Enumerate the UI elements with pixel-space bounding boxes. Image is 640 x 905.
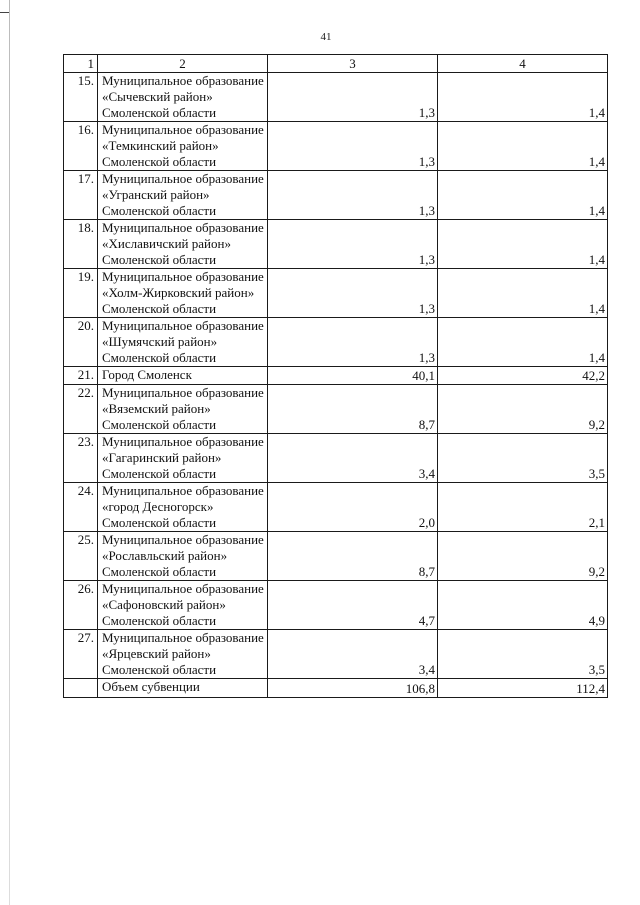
row-name: Муниципальное образование «Угранский район» Смоленской области — [98, 171, 268, 220]
row-name: Муниципальное образование «Ярцевский район» Смоленской области — [98, 630, 268, 679]
table-row — [64, 630, 608, 679]
table-body — [64, 73, 608, 698]
row-value-col3: 1,3 — [268, 318, 438, 367]
table-row — [64, 73, 608, 122]
row-value-col3: 1,3 — [268, 73, 438, 122]
row-value-col4: 3,5 — [438, 434, 608, 483]
row-value-col4: 9,2 — [438, 532, 608, 581]
row-value-col4: 1,4 — [438, 122, 608, 171]
row-number: 23. — [64, 434, 98, 483]
row-value-col4: 3,5 — [438, 630, 608, 679]
table-row — [64, 122, 608, 171]
row-number: 18. — [64, 220, 98, 269]
row-value-col4: 1,4 — [438, 318, 608, 367]
row-value-col4: 2,1 — [438, 483, 608, 532]
row-value-col3: 8,7 — [268, 385, 438, 434]
row-name: Муниципальное образование «Сафоновский район» Смоленской области — [98, 581, 268, 630]
total-empty-cell — [64, 679, 98, 698]
table-row — [64, 171, 608, 220]
row-number: 22. — [64, 385, 98, 434]
row-value-col4: 1,4 — [438, 220, 608, 269]
row-name: Муниципальное образование «Хиславичский район» Смоленской области — [98, 220, 268, 269]
table-row — [64, 385, 608, 434]
row-value-col4: 1,4 — [438, 73, 608, 122]
table-row — [64, 220, 608, 269]
row-name: Муниципальное образование «Вяземский район» Смоленской области — [98, 385, 268, 434]
row-number: 27. — [64, 630, 98, 679]
row-value-col3: 4,7 — [268, 581, 438, 630]
table-row — [64, 318, 608, 367]
table-row — [64, 434, 608, 483]
row-name: Муниципальное образование «Рославльский район» Смоленской области — [98, 532, 268, 581]
row-value-col3: 1,3 — [268, 269, 438, 318]
row-value-col3: 40,1 — [268, 367, 438, 385]
page-number: 41 — [320, 31, 332, 43]
row-value-col3: 1,3 — [268, 220, 438, 269]
total-value-col4: 112,4 — [438, 679, 608, 698]
header-col-1: 1 — [64, 55, 98, 73]
row-name: Муниципальное образование «Шумячский район» Смоленской области — [98, 318, 268, 367]
row-name: Муниципальное образование «город Десногорск» Смоленской области — [98, 483, 268, 532]
total-label: Объем субвенции — [98, 679, 268, 698]
row-number: 17. — [64, 171, 98, 220]
row-number: 19. — [64, 269, 98, 318]
row-name: Муниципальное образование «Сычевский район» Смоленской области — [98, 73, 268, 122]
row-number: 24. — [64, 483, 98, 532]
subvention-table — [63, 54, 608, 698]
row-number: 25. — [64, 532, 98, 581]
row-name: Муниципальное образование «Холм-Жирковский район» Смоленской области — [98, 269, 268, 318]
row-value-col3: 1,3 — [268, 122, 438, 171]
header-col-2: 2 — [98, 55, 268, 73]
margin-line — [9, 0, 10, 905]
row-number: 26. — [64, 581, 98, 630]
row-name: Город Смоленск — [98, 367, 268, 385]
table-row — [64, 367, 608, 385]
row-number: 16. — [64, 122, 98, 171]
row-value-col3: 8,7 — [268, 532, 438, 581]
row-number: 15. — [64, 73, 98, 122]
row-value-col4: 42,2 — [438, 367, 608, 385]
header-col-3: 3 — [268, 55, 438, 73]
table-row — [64, 483, 608, 532]
table-row — [64, 532, 608, 581]
table-header-row — [64, 55, 608, 73]
row-value-col3: 1,3 — [268, 171, 438, 220]
row-value-col3: 3,4 — [268, 434, 438, 483]
table-row — [64, 581, 608, 630]
row-value-col3: 3,4 — [268, 630, 438, 679]
total-value-col3: 106,8 — [268, 679, 438, 698]
table-row — [64, 269, 608, 318]
total-row — [64, 679, 608, 698]
row-value-col4: 9,2 — [438, 385, 608, 434]
header-col-4: 4 — [438, 55, 608, 73]
row-name: Муниципальное образование «Темкинский район» Смоленской области — [98, 122, 268, 171]
row-number: 21. — [64, 367, 98, 385]
row-value-col4: 4,9 — [438, 581, 608, 630]
row-value-col3: 2,0 — [268, 483, 438, 532]
row-name: Муниципальное образование «Гагаринский район» Смоленской области — [98, 434, 268, 483]
row-value-col4: 1,4 — [438, 171, 608, 220]
row-number: 20. — [64, 318, 98, 367]
row-value-col4: 1,4 — [438, 269, 608, 318]
